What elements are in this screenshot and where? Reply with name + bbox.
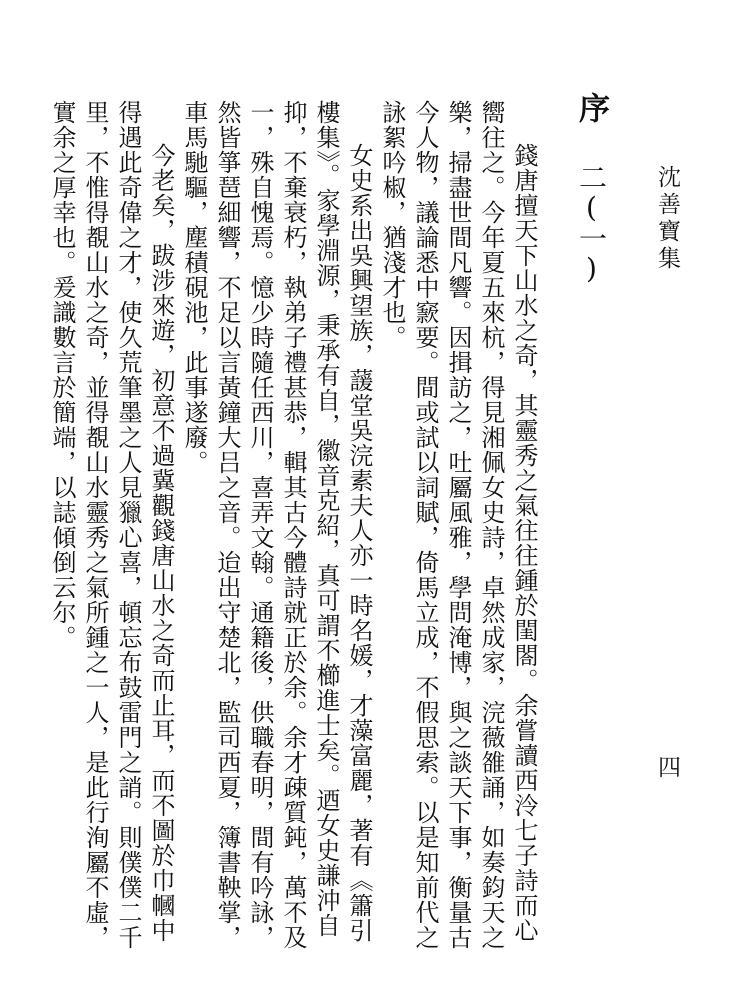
section-title-char: 序: [573, 92, 609, 123]
section-title: [566, 92, 616, 285]
paragraph-3: 今老矣，跋涉來遊，初意不過冀觀錢唐山水之奇而止耳，而不圖於巾幗中得遇此奇偉之才，使久荒筆墨之人見獵心喜，頓忘布鼓雷門之誚。則僕僕二千里，不惟得覩山水之奇，並得覩山水靈秀之氣所鍾之一人，是此行洵屬不虛，實余之厚幸也。爰識數言於簡端，以誌傾倒云尔。: [48, 100, 175, 950]
running-head-book-title: 沈善寶集: [654, 165, 680, 273]
page-number: 四: [654, 755, 680, 778]
paragraph-1: 錢唐擅天下山水之奇，其靈秀之氣往往鍾於閨閤。余嘗讀西泠七子詩而心嚮往之。今年夏五來杭，得見湘佩女史詩，卓然成家，浣薇雒誦，如奏鈞天之樂，掃盡世間凡響。因揖訪之，吐屬風雅，學問淹博，與之談天下事，衡量古今人物，議論悉中窾要。間或試以詞賦，倚馬立成，不假思索。以是知前代之詠絮吟椒，猶淺才也。: [378, 100, 538, 950]
section-title-number: 二(一): [575, 163, 608, 285]
preface-body: [48, 100, 540, 960]
paragraph-2: 女史系出吳興望族，蘐堂吳浣素夫人亦一時名媛，才藻富麗，著有《簫引樓集》。家學淵源，秉承有自，徽音克紹，真可謂不櫛進士矣。迺女史謙沖自抑，不棄衰朽，執弟子禮甚恭，輯其古今體詩就正於余。余才疎質鈍，萬不及一，殊自愧焉。憶少時隨任西川，喜弄文翰。通籍後，供職春明，間有吟詠，然皆箏琶細響，不足以言黃鐘大吕之音。迨出守楚北，監司西夏，簿書鞅掌，車馬馳驅，塵積硯池，此事遂廢。: [180, 100, 373, 950]
